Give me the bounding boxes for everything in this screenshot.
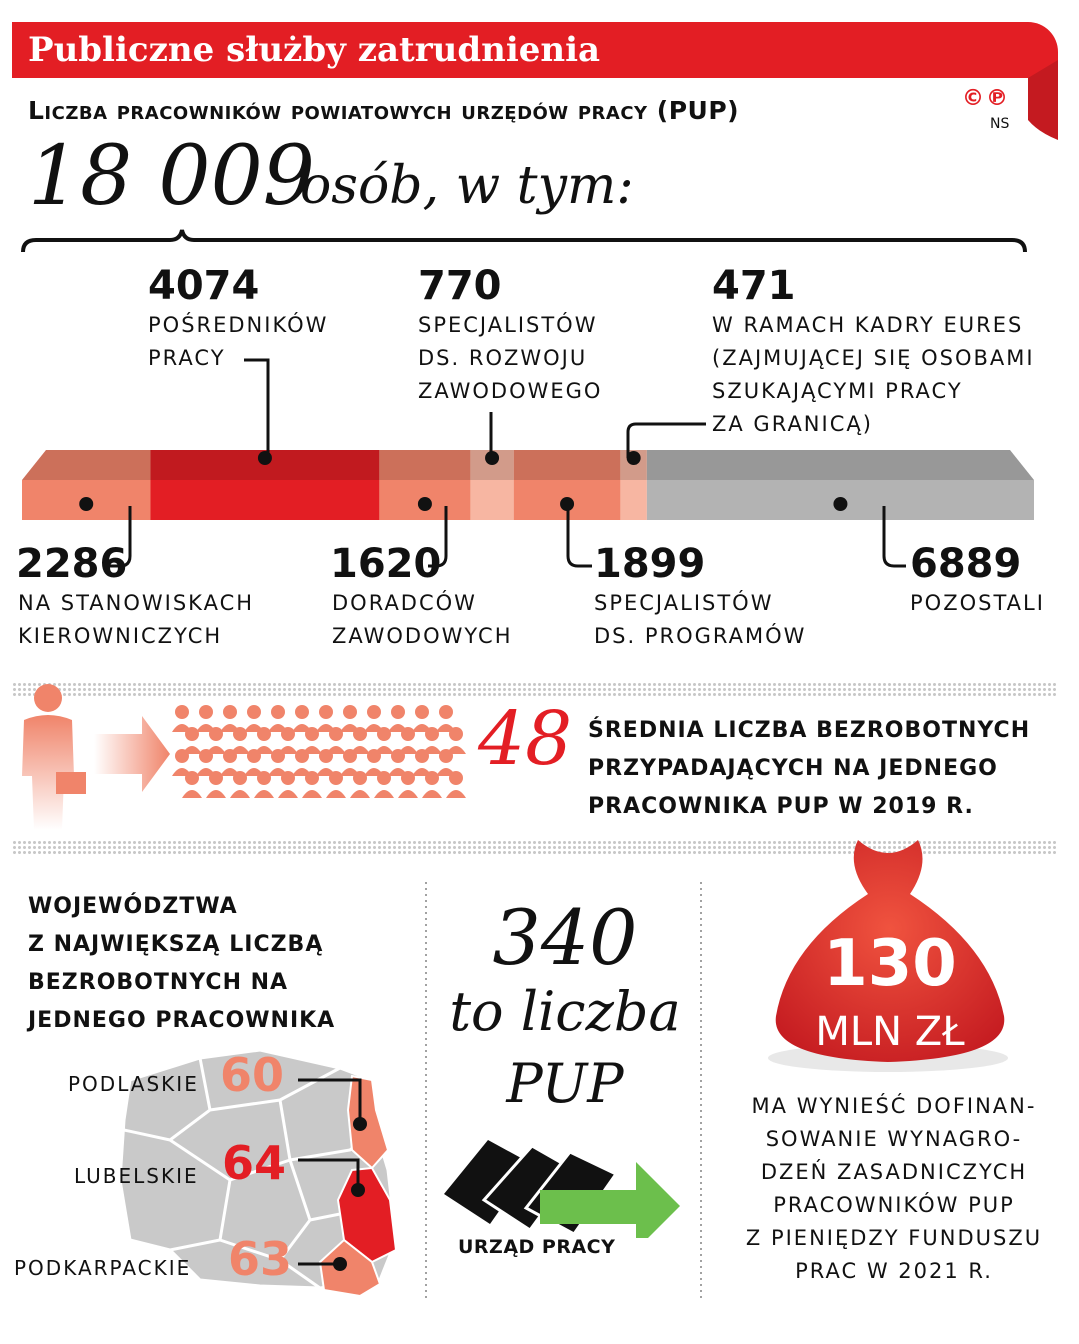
crowd-person-head bbox=[391, 749, 405, 763]
crowd-person-head bbox=[175, 749, 189, 763]
crowd-person-head bbox=[175, 705, 189, 719]
caption-line: DS. PROGRAMÓW bbox=[594, 624, 807, 648]
region-value-podkarpackie: 63 bbox=[228, 1232, 293, 1286]
crowd-person-head bbox=[377, 727, 391, 741]
crowd-person-head bbox=[367, 749, 381, 763]
segment-value-1899: 1899 bbox=[594, 541, 706, 587]
crowd-person-head bbox=[295, 705, 309, 719]
total-number: 18 009 bbox=[28, 129, 315, 224]
crowd-person-head bbox=[329, 771, 343, 785]
crowd-person-head bbox=[185, 727, 199, 741]
crowd-person-head bbox=[439, 705, 453, 719]
crowd-person-body bbox=[254, 790, 274, 798]
caption-line: PRACY bbox=[148, 346, 226, 370]
crowd-person-head bbox=[209, 727, 223, 741]
segment-caption-1899 bbox=[594, 587, 806, 653]
office-label: URZĄD PRACY bbox=[458, 1236, 616, 1258]
crowd-person-head bbox=[367, 705, 381, 719]
crowd-person-head bbox=[415, 705, 429, 719]
segment-caption-4074 bbox=[148, 309, 328, 375]
text-line: PRZYPADAJĄCYCH NA JEDNEGO bbox=[588, 756, 998, 781]
text-line: PRAC W 2021 R. bbox=[795, 1259, 993, 1283]
text-line: DZEŃ ZASADNICZYCH bbox=[760, 1160, 1028, 1184]
crowd-person-body bbox=[182, 790, 202, 798]
crowd-person-head bbox=[257, 771, 271, 785]
segment-value-2286: 2286 bbox=[16, 541, 128, 587]
crowd-person-head bbox=[449, 727, 463, 741]
caption-line: ZAWODOWEGO bbox=[418, 379, 603, 403]
crowd-person-head bbox=[223, 749, 237, 763]
crowd-person-head bbox=[233, 727, 247, 741]
funding-text bbox=[724, 1090, 1064, 1288]
crowd-person-head bbox=[209, 771, 223, 785]
caption-line: SPECJALISTÓW bbox=[594, 591, 774, 615]
text-line: Z PIENIĘDZY FUNDUSZU bbox=[745, 1226, 1043, 1250]
region-value-podlaskie: 60 bbox=[220, 1048, 285, 1102]
crowd-person-body bbox=[206, 790, 226, 798]
crowd-person-head bbox=[305, 727, 319, 741]
people-illustration bbox=[10, 680, 480, 830]
text-line: to liczba bbox=[449, 980, 681, 1043]
caption-line: POŚREDNIKÓW bbox=[148, 313, 329, 337]
caption-line: NA STANOWISKACH bbox=[18, 591, 255, 615]
segment-value-471: 471 bbox=[712, 263, 796, 309]
crowd-person-head bbox=[425, 727, 439, 741]
crowd-person-head bbox=[415, 749, 429, 763]
crowd-person-body bbox=[278, 790, 298, 798]
heading-line: Z NAJWIĘKSZĄ LICZBĄ bbox=[28, 932, 324, 957]
crowd-person-body bbox=[350, 790, 370, 798]
crowd-person-head bbox=[271, 705, 285, 719]
total-suffix: osób, w tym: bbox=[300, 156, 634, 216]
crowd-person-body bbox=[446, 790, 466, 798]
segment-caption-770 bbox=[418, 309, 602, 408]
crowd-person-body bbox=[398, 790, 418, 798]
pup-count: 340 bbox=[492, 893, 638, 982]
crowd-person-head bbox=[401, 771, 415, 785]
text-line: PRACOWNIKA PUP W 2019 R. bbox=[588, 794, 974, 819]
page-title: Publiczne służby zatrudnienia bbox=[28, 30, 601, 70]
text-line: SOWANIE WYNAGRO- bbox=[765, 1127, 1023, 1151]
crowd-person-body bbox=[326, 790, 346, 798]
copyright-mark: ©℗ bbox=[962, 86, 1010, 111]
caption-line: ZAWODOWYCH bbox=[332, 624, 513, 648]
crowd-person-head bbox=[319, 705, 333, 719]
unemployed-per-worker-value: 48 bbox=[478, 696, 573, 782]
crowd-person-head bbox=[281, 771, 295, 785]
heading-line: BEZROBOTNYCH NA bbox=[28, 970, 289, 995]
crowd-icon bbox=[172, 705, 466, 798]
caption-line: KIEROWNICZYCH bbox=[18, 624, 223, 648]
text-line: PRACOWNIKÓW PUP bbox=[773, 1193, 1015, 1217]
crowd-person-head bbox=[199, 705, 213, 719]
heading-line: WOJEWÓDZTWA bbox=[28, 894, 238, 919]
region-label-lubelskie: LUBELSKIE bbox=[74, 1164, 199, 1188]
crowd-person-head bbox=[271, 749, 285, 763]
caption-line: (ZAJMUJĄCEJ SIĘ OSOBAMI bbox=[712, 346, 1035, 370]
caption-line: DORADCÓW bbox=[332, 591, 477, 615]
segment-value-4074: 4074 bbox=[148, 263, 260, 309]
segment-caption-471 bbox=[712, 309, 1035, 441]
crowd-person-head bbox=[295, 749, 309, 763]
crowd-person-head bbox=[425, 771, 439, 785]
text-line: PUP bbox=[506, 1052, 624, 1115]
segment-caption-6889 bbox=[910, 587, 1045, 620]
segment-caption-2286 bbox=[18, 587, 254, 653]
text-line: ŚREDNIA LICZBA BEZROBOTNYCH bbox=[588, 718, 1031, 743]
crowd-person-head bbox=[343, 749, 357, 763]
worker-icon bbox=[22, 684, 86, 830]
crowd-person-head bbox=[257, 727, 271, 741]
funding-unit: MLN ZŁ bbox=[815, 1009, 965, 1055]
subtitle: Liczba pracowników powiatowych urzędów pracy (PUP) bbox=[28, 96, 740, 125]
caption-line: SPECJALISTÓW bbox=[418, 313, 598, 337]
segment-value-770: 770 bbox=[418, 263, 502, 309]
segment-value-6889: 6889 bbox=[910, 541, 1022, 587]
crowd-person-body bbox=[422, 790, 442, 798]
crowd-person-head bbox=[353, 771, 367, 785]
crowd-person-head bbox=[343, 705, 357, 719]
crowd-person-head bbox=[305, 771, 319, 785]
region-label-podkarpackie: PODKARPACKIE bbox=[14, 1256, 192, 1280]
unemployed-per-worker-text bbox=[588, 712, 1030, 826]
caption-line: ZA GRANICĄ) bbox=[712, 412, 873, 436]
crowd-person-head bbox=[329, 727, 343, 741]
funding-value: 130 bbox=[823, 927, 957, 1001]
crowd-person-head bbox=[439, 749, 453, 763]
caption-line: W RAMACH KADRY EURES bbox=[712, 313, 1024, 337]
segment-caption-1620 bbox=[332, 587, 513, 653]
crowd-person-head bbox=[199, 749, 213, 763]
caption-line: DS. ROZWOJU bbox=[418, 346, 588, 370]
author-initials: NS bbox=[990, 116, 1010, 132]
regions-heading bbox=[28, 888, 335, 1040]
crowd-person-body bbox=[374, 790, 394, 798]
crowd-person-body bbox=[302, 790, 322, 798]
crowd-person-head bbox=[391, 705, 405, 719]
crowd-person-head bbox=[401, 727, 415, 741]
crowd-person-head bbox=[247, 705, 261, 719]
heading-line: JEDNEGO PRACOWNIKA bbox=[28, 1008, 336, 1033]
crowd-person-body bbox=[230, 790, 250, 798]
crowd-person-head bbox=[353, 727, 367, 741]
segment-value-1620: 1620 bbox=[330, 541, 442, 587]
crowd-person-head bbox=[319, 749, 333, 763]
crowd-person-head bbox=[223, 705, 237, 719]
crowd-person-head bbox=[247, 749, 261, 763]
arrow-icon bbox=[94, 716, 170, 792]
office-documents-icon bbox=[440, 1134, 690, 1238]
text-line: MA WYNIEŚĆ DOFINAN- bbox=[751, 1094, 1037, 1118]
pup-text bbox=[430, 976, 700, 1120]
region-value-lubelskie: 64 bbox=[222, 1136, 287, 1190]
column-separator bbox=[425, 880, 427, 1300]
region-label-podlaskie: PODLASKIE bbox=[68, 1072, 199, 1096]
caption-line: POZOSTALI bbox=[910, 591, 1045, 615]
crowd-person-head bbox=[185, 771, 199, 785]
crowd-person-head bbox=[377, 771, 391, 785]
crowd-person-head bbox=[281, 727, 295, 741]
caption-line: SZUKAJĄCYMI PRACY bbox=[712, 379, 963, 403]
column-separator bbox=[700, 880, 702, 1300]
crowd-person-head bbox=[233, 771, 247, 785]
crowd-person-head bbox=[449, 771, 463, 785]
